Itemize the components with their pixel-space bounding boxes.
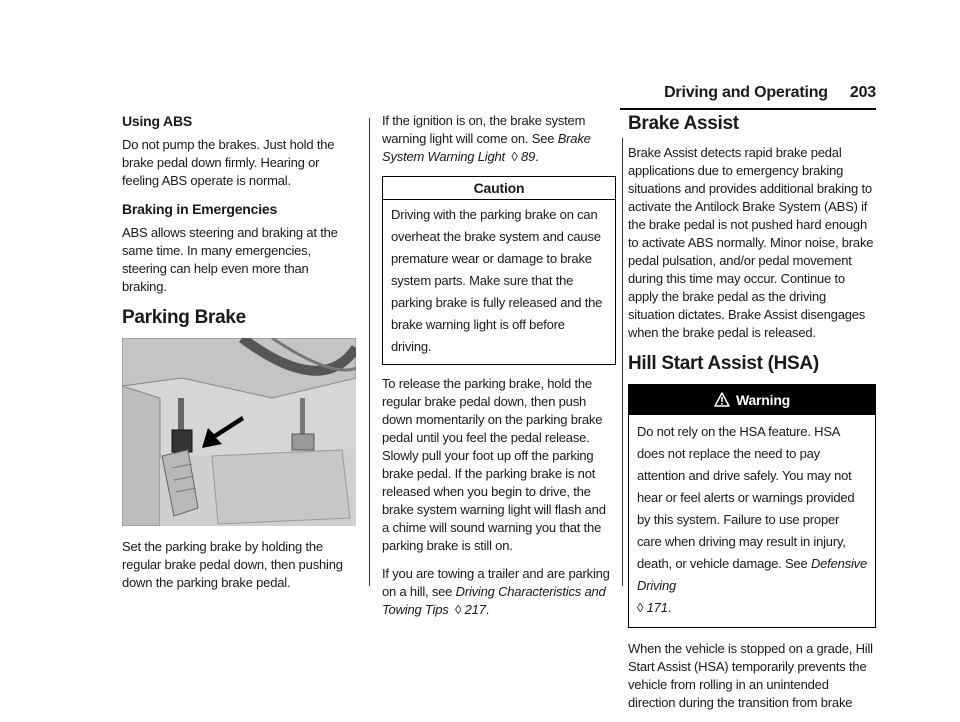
brake-assist-heading: Brake Assist [628,113,739,134]
using-abs-heading: Using ABS [122,113,193,129]
column-divider-1 [369,118,370,586]
warning-body [629,415,875,627]
brake-warning-light-page-ref[interactable]: 89 [521,149,536,164]
brake-assist-paragraph: Brake Assist detects rapid brake pedal applications due to emergency braking situations and provides additional braking to activate the Antilock Brake System (ABS) if the brake pedal is not pushed hard enough to activate ABS normally. Minor noise, brake pedal pulsation, and/or pedal movement during this time may occur. Continue to apply the brake pedal as the driving situation dictates. Brake Assist disengages when the brake pedal is released. [628,145,874,340]
defensive-driving-page-ref[interactable]: 171 [646,600,668,615]
column-2 [382,112,616,629]
towing-text: If you are towing a trailer and are parking on a hill, see [382,566,610,599]
brake-warning-light-link[interactable]: Brake System Warning Light [382,131,591,164]
parking-brake-paragraph: Set the parking brake by holding the regular brake pedal down, then pushing down the parking brake pedal. [122,539,343,590]
using-abs-paragraph: Do not pump the brakes. Just hold the brake pedal down firmly. Hearing or feeling ABS operate is normal. [122,137,335,188]
hsa-heading: Hill Start Assist (HSA) [628,353,819,374]
parking-brake-drawing [122,338,356,526]
column-divider-2 [622,138,623,586]
period: . [485,602,490,617]
header-page-number: 203 [849,84,876,101]
warning-triangle-icon [714,392,730,408]
warning-box [628,384,876,628]
column-3 [628,112,876,722]
ref-symbol-icon: ◊ [455,602,462,617]
warning-title: Warning [735,392,791,408]
header-rule [620,108,876,110]
column-1 [122,112,356,602]
emergencies-heading: Braking in Emergencies [122,201,278,217]
caution-text: Driving with the parking brake on can overheat the brake system and cause premature wear or damage to brake system parts. Make sure that the parking brake is fully released and the brake warning light is off before driving. [391,207,603,354]
parking-brake-illustration [122,338,356,526]
towing-tips-page-ref[interactable]: 217 [464,602,486,617]
ref-symbol-icon: ◊ [511,149,518,164]
release-paragraph: To release the parking brake, hold the regular brake pedal down, then push down momentarily on the parking brake pedal until you feel the pedal release. Slowly pull your foot up off the parking brake pedal. If the parking brake is not released when you begin to drive, the brake system warning light will flash and a chime will sound warning you that the parking brake is still on. [382,376,606,553]
parking-brake-heading: Parking Brake [122,307,246,328]
warning-text: Do not rely on the HSA feature. HSA does not replace the need to pay attention and drive safely. You may not hear or feel alerts or warnings provided by this system. Failure to use proper care when driving may result in injury, death, or vehicle damage. See [637,424,855,571]
caution-title: Caution [383,177,615,200]
running-header [620,84,876,106]
hsa-paragraph: When the vehicle is stopped on a grade, Hill Start Assist (HSA) temporarily prevents the vehicle from rolling in an unintended direction during the transition from brake [628,641,873,710]
ref-symbol-icon: ◊ [637,600,644,615]
defensive-driving-link[interactable]: Defensive Driving [637,556,867,593]
warning-header [629,385,875,415]
emergencies-paragraph: ABS allows steering and braking at the same time. In many emergencies, steering can help even more than braking. [122,225,338,294]
ignition-text: If the ignition is on, the brake system warning light will come on. See [382,113,586,146]
caution-box [382,176,616,365]
towing-tips-link[interactable]: Driving Characteristics and Towing Tips [382,584,606,617]
period: . [535,149,539,164]
period: . [667,600,672,615]
header-section-title: Driving and Operating [664,84,828,101]
ignition-paragraph [382,112,616,166]
towing-paragraph [382,565,616,619]
